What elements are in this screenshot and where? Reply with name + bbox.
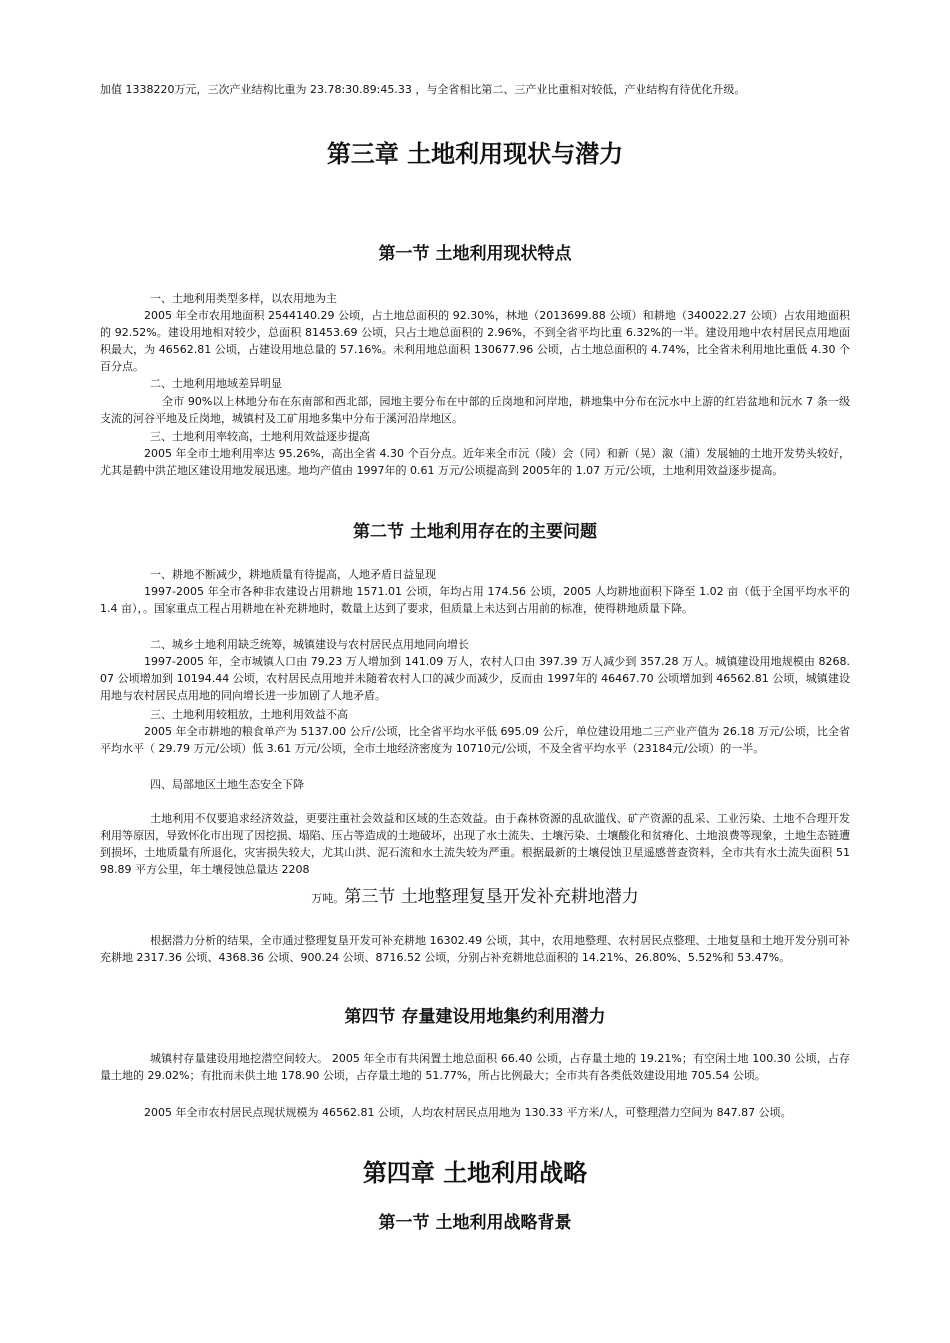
section-1-paragraph-1: 2005 年全市农用地面积 2544140.29 公顷，占土地总面积的 92.30%，林地（2013699.88 公顷）和耕地（340022.27 公顷）占农用地面积的 92.52%。建设用地相对较少，总面积 81453.69 公顷，只占土地总面积的 2.96%，不到全省平均比重 6.32%的一半。建设用地中农村居民点用地面积最大，为 46562.81 公顷，占建设用地总量的 57.16%。未利用地总面积 130677.96 公顷，占土地总面积的 4.74%，比全省未利用地比重低 4.30 个百分点。 [100, 309, 850, 373]
section-2-heading-1: 一、耕地不断减少，耕地质量有待提高，人地矛盾日益显现 [150, 568, 436, 581]
section-2-paragraph-4: 土地利用不仅要追求经济效益，更要注重社会效益和区域的生态效益。由于森林资源的乱砍滥伐、矿产资源的乱采、工业污染、土地不合理开发利用等原因，导致怀化市出现了因挖损、塌陷、压占等造成的土地破坏，出现了水土流失、土壤污染、土壤酸化和贫瘠化、土地浪费等现象，土地生态链遭到损坏，土地质量有所退化，灾害损失较大，尤其山洪、泥石流和水土流失较为严重。根据最新的土壤侵蚀卫星遥感普查资料，全市共有水土流失面积 5198.89 平方公里，年土壤侵蚀总量达 2208 [100, 812, 850, 876]
section-1-paragraph-3: 2005 年全市土地利用率达 95.26%，高出全省 4.30 个百分点。近年来全市沅（陵）会（同）和新（晃）溆（浦）发展轴的土地开发势头较好，尤其是鹤中洪芷地区建设用地发展迅速。地均产值由 1997年的 0.61 万元/公顷提高到 2005年的 1.07 万元/公顷，土地利用效益逐步提高。 [100, 447, 850, 477]
section-4-paragraph-1: 城镇村存量建设用地挖潜空间较大。 2005 年全市有共闲置土地总面积 66.40 公顷，占存量土地的 19.21%；有空闲土地 100.30 公顷，占存量土地的 29.02%；有批而未供土地 178.90 公顷，占存量土地的 51.77%，所占比例最大；全市共有各类低效建设用地 705.54 公顷。 [100, 1052, 850, 1082]
chapter-3-title: 第三章 土地利用现状与潜力 [326, 139, 624, 168]
section-2-paragraph-4-tail: 万吨。 [311, 892, 345, 905]
section-3-paragraph-1: 根据潜力分析的结果，全市通过整理复垦开发可补充耕地 16302.49 公顷，其中，农用地整理、农村居民点整理、土地复垦和土地开发分别可补充耕地 2317.36 公顷、4368.36 公顷、900.24 公顷、8716.52 公顷，分别占补充耕地总面积的 14.21%、26.80%、5.52%和 53.47%。 [100, 934, 850, 964]
section-2-paragraph-1: 1997-2005 年全市各种非农建设占用耕地 1571.01 公顷，年均占用 174.56 公顷，2005 人均耕地面积下降至 1.02 亩（低于全国平均水平的 1.4 亩），。国家重点工程占用耕地在补充耕地时，数量上达到了要求，但质量上未达到占用前的标准，使得耕地质量下降。 [100, 585, 850, 615]
chapter-4-title: 第四章 土地利用战略 [362, 1158, 588, 1187]
section-2-heading-4: 四、局部地区土地生态安全下降 [150, 778, 304, 791]
section-2-paragraph-3: 2005 年全市耕地的粮食单产为 5137.00 公斤/公顷，比全省平均水平低 695.09 公斤，单位建设用地二三产业产值为 26.18 万元/公顷，比全省平均水平（ 29.79 万元/公顷）低 3.61 万元/公顷，全市土地经济密度为 10710元/公顷，不及全省平均水平（23184元/公顷）的一半。 [100, 725, 850, 755]
section-2-paragraph-2: 1997-2005 年，全市城镇人口由 79.23 万人增加到 141.09 万人，农村人口由 397.39 万人减少到 357.28 万人。城镇建设用地规模由 8268.07 公顷增加到 10194.44 公顷，农村居民点用地并未随着农村人口的减少而减少，反而由 1997年的 46467.70 公顷增加到 46562.81 公顷，城镇建设用地与农村居民点用地的同向增长进一步加剧了人地矛盾。 [100, 655, 850, 702]
section-3-title: 第三节 土地整理复垦开发补充耕地潜力 [344, 887, 639, 907]
intro-paragraph: 加值 1338220万元，三次产业结构比重为 23.78:30.89:45.33 ，与全省相比第二、三产业比重相对较低，产业结构有待优化升级。 [100, 83, 746, 96]
section-4-paragraph-2: 2005 年全市农村居民点现状规模为 46562.81 公顷，人均农村居民点用地为 130.33 平方米/人，可整理潜力空间为 847.87 公顷。 [144, 1106, 792, 1119]
section-2-heading-3: 三、土地利用较粗放，土地利用效益不高 [150, 708, 348, 721]
chapter-4-section-1-title: 第一节 土地利用战略背景 [378, 1213, 572, 1233]
section-1-heading-2: 二、土地利用地域差异明显 [150, 377, 282, 390]
section-1-heading-1: 一、土地利用类型多样，以农用地为主 [150, 292, 337, 305]
section-1-heading-3: 三、土地利用率较高，土地利用效益逐步提高 [150, 430, 370, 443]
section-2-heading-2: 二、城乡土地利用缺乏统筹，城镇建设与农村居民点用地同向增长 [150, 638, 469, 651]
section-3-heading-line [0, 884, 950, 912]
section-2-title: 第二节 土地利用存在的主要问题 [353, 522, 597, 542]
section-1-paragraph-2: 全市 90%以上林地分布在东南部和西北部，园地主要分布在中部的丘岗地和河岸地，耕地集中分布在沅水中上游的红岩盆地和沅水 7 条一级支流的河谷平地及丘岗地，城镇村及工矿用地多集中分布于溪河沿岸地区。 [100, 395, 850, 425]
section-1-title: 第一节 土地利用现状特点 [378, 244, 572, 264]
section-4-title: 第四节 存量建设用地集约利用潜力 [344, 1007, 606, 1027]
